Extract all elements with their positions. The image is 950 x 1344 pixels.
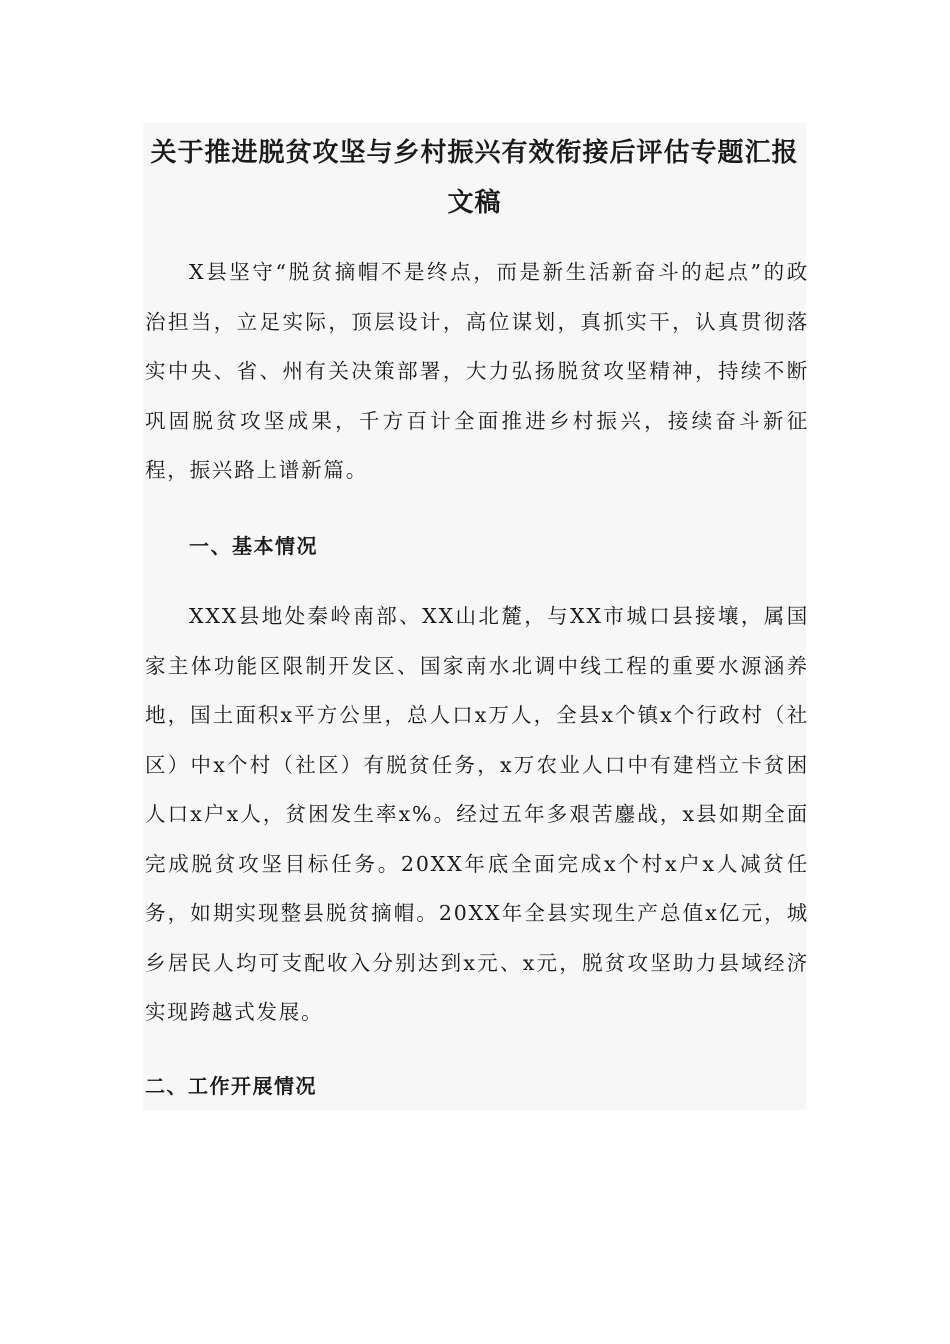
document-title: 关于推进脱贫攻坚与乡村振兴有效衔接后评估专题汇报文稿	[150, 138, 799, 218]
section-heading-work-progress: 二、工作开展情况	[145, 1074, 317, 1098]
intro-paragraph: X县坚守“脱贫摘帽不是终点，而是新生活新奋斗的起点”的政治担当，立足实际，顶层设计，高位谋划，真抓实干，认真贯彻落实中央、省、州有关决策部署，大力弘扬脱贫攻坚精神，持续不断巩固脱贫攻坚成果，千方百计全面推进乡村振兴，接续奋斗新征程，振兴路上谱新篇。	[145, 260, 809, 482]
basic-info-paragraph: XXX县地处秦岭南部、XX山北麓，与XX市城口县接壤，属国家主体功能区限制开发区、国家南水北调中线工程的重要水源涵养地，国土面积x平方公里，总人口x万人，全县x个镇x个行政村（社区）中x个村（社区）有脱贫任务，x万农业人口中有建档立卡贫困人口x户x人，贫困发生率x%。经过五年多艰苦鏖战，x县如期全面完成脱贫攻坚目标任务。20XX年底全面完成x个村x户x人减贫任务，如期实现整县脱贫摘帽。20XX年全县实现生产总值x亿元，城乡居民人均可支配收入分别达到x元、x元，脱贫攻坚助力县域经济实现跨越式发展。	[145, 604, 809, 1024]
section-heading-basic-info: 一、基本情况	[189, 534, 318, 558]
